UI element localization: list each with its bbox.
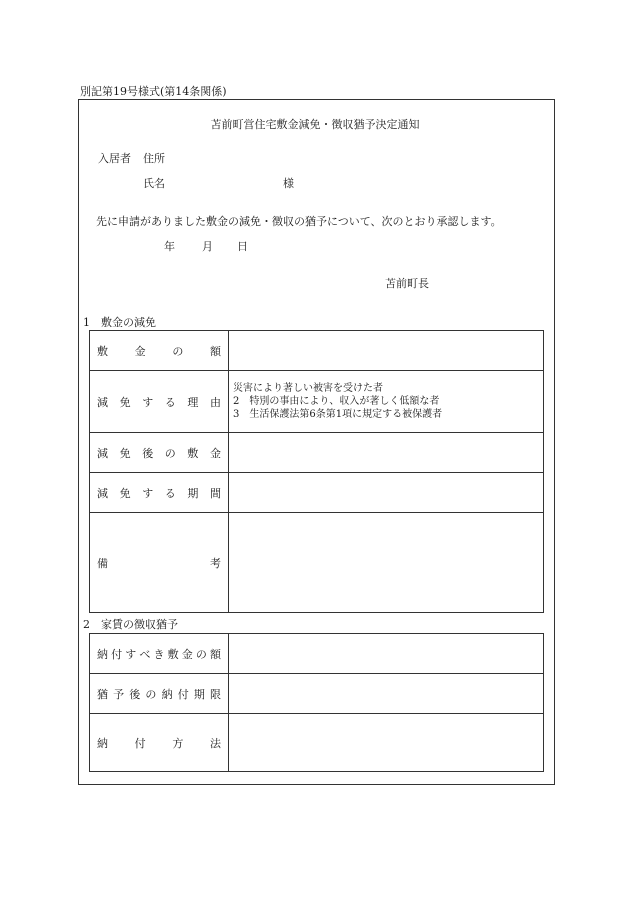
row-label-reduction-reason bbox=[90, 394, 228, 410]
row-label-deferred-due-date bbox=[90, 686, 228, 702]
reasons-list bbox=[229, 382, 543, 421]
label-char: 免 bbox=[119, 446, 131, 460]
row-label-cell bbox=[90, 714, 229, 772]
row-label-remarks bbox=[90, 555, 228, 571]
date-day: 日 bbox=[237, 240, 248, 253]
section1-table bbox=[89, 330, 544, 613]
date-year: 年 bbox=[164, 240, 175, 253]
table-row bbox=[90, 331, 544, 371]
value-cell[interactable] bbox=[229, 714, 544, 772]
document-title: 苫前町営住宅敷金減免・徴収猶予決定通知 bbox=[210, 118, 420, 131]
label-char: 後 bbox=[129, 687, 141, 701]
section2-table bbox=[89, 633, 544, 772]
label-char: 期 bbox=[187, 486, 199, 500]
row-label-reduction-period bbox=[90, 485, 228, 501]
label-char: 納 bbox=[97, 647, 108, 661]
table-row bbox=[90, 371, 544, 433]
label-char: 免 bbox=[119, 486, 131, 500]
label-char: 免 bbox=[119, 395, 131, 409]
issuer: 苫前町長 bbox=[385, 277, 429, 290]
label-char: 金 bbox=[181, 647, 193, 661]
row-label-payment-method bbox=[90, 735, 228, 751]
label-char: き bbox=[153, 647, 165, 661]
row-label-cell bbox=[90, 634, 229, 674]
label-char: 付 bbox=[111, 647, 123, 661]
label-char: 後 bbox=[142, 446, 154, 460]
name-label: 氏名 bbox=[143, 177, 165, 190]
reasons-cell bbox=[229, 371, 544, 433]
label-char: 敷 bbox=[97, 344, 108, 358]
value-cell[interactable] bbox=[229, 634, 544, 674]
label-char: 納 bbox=[97, 736, 108, 750]
label-char: 金 bbox=[134, 344, 146, 358]
label-char: 由 bbox=[209, 395, 221, 409]
label-char: 付 bbox=[134, 736, 146, 750]
label-char: す bbox=[142, 395, 154, 409]
reason-item: 2 特別の事由により、収入が著しく低額な者 bbox=[233, 396, 440, 407]
label-char: 額 bbox=[209, 344, 221, 358]
table-row bbox=[90, 473, 544, 513]
label-char: 理 bbox=[187, 395, 199, 409]
value-cell[interactable] bbox=[229, 433, 544, 473]
label-char: 納 bbox=[161, 687, 173, 701]
body-text: 先に申請がありました敷金の減免・徴収の猶予について、次のとおり承認します。 bbox=[96, 215, 502, 228]
value-cell[interactable] bbox=[229, 674, 544, 714]
table-row bbox=[90, 634, 544, 674]
label-char: 間 bbox=[209, 486, 221, 500]
label-char: べ bbox=[139, 647, 151, 661]
label-char: 敷 bbox=[187, 446, 199, 460]
date-month: 月 bbox=[202, 240, 213, 253]
table-row bbox=[90, 433, 544, 473]
label-char: 額 bbox=[210, 647, 221, 661]
reason-item: 3 生活保護法第6条第1項に規定する被保護者 bbox=[233, 409, 443, 420]
label-char: る bbox=[164, 395, 176, 409]
row-label-deposit-after-reduction bbox=[90, 445, 228, 461]
reason-item: 災害により著しい被害を受けた者 bbox=[233, 383, 383, 394]
label-char: 考 bbox=[210, 556, 221, 570]
label-char: 方 bbox=[172, 736, 184, 750]
label-char: 敷 bbox=[167, 647, 179, 661]
table-row bbox=[90, 674, 544, 714]
row-label-cell bbox=[90, 331, 229, 371]
label-char: の bbox=[172, 344, 184, 358]
row-label-cell bbox=[90, 433, 229, 473]
label-char: す bbox=[142, 486, 154, 500]
section1-title: 1 敷金の減免 bbox=[83, 316, 156, 329]
row-label-payable-deposit bbox=[90, 646, 228, 662]
row-label-cell bbox=[90, 473, 229, 513]
section2-title: 2 家賃の徴収猶予 bbox=[83, 618, 178, 631]
label-char: 減 bbox=[97, 395, 108, 409]
label-char: 減 bbox=[97, 486, 108, 500]
label-char: 付 bbox=[177, 687, 189, 701]
label-char: る bbox=[164, 486, 176, 500]
label-char: す bbox=[125, 647, 137, 661]
label-char: 期 bbox=[193, 687, 205, 701]
row-label-cell bbox=[90, 371, 229, 433]
row-label-cell bbox=[90, 513, 229, 613]
value-cell[interactable] bbox=[229, 331, 544, 371]
label-char: の bbox=[195, 647, 207, 661]
value-cell[interactable] bbox=[229, 473, 544, 513]
label-char: 法 bbox=[209, 736, 221, 750]
recipient-label: 入居者 bbox=[98, 152, 131, 165]
label-char: 金 bbox=[209, 446, 221, 460]
address-label: 住所 bbox=[143, 152, 165, 165]
label-char: 減 bbox=[97, 446, 108, 460]
table-row bbox=[90, 714, 544, 772]
honorific: 様 bbox=[283, 177, 294, 190]
label-char: 備 bbox=[97, 556, 108, 570]
table-row bbox=[90, 513, 544, 613]
form-reference: 別記第19号様式(第14条関係) bbox=[80, 85, 227, 98]
label-char: の bbox=[164, 446, 176, 460]
label-char: 猶 bbox=[97, 687, 108, 701]
label-char: 予 bbox=[113, 687, 125, 701]
label-char: 限 bbox=[209, 687, 221, 701]
row-label-deposit-amount bbox=[90, 343, 228, 359]
label-char: の bbox=[145, 687, 157, 701]
row-label-cell bbox=[90, 674, 229, 714]
value-cell[interactable] bbox=[229, 513, 544, 613]
